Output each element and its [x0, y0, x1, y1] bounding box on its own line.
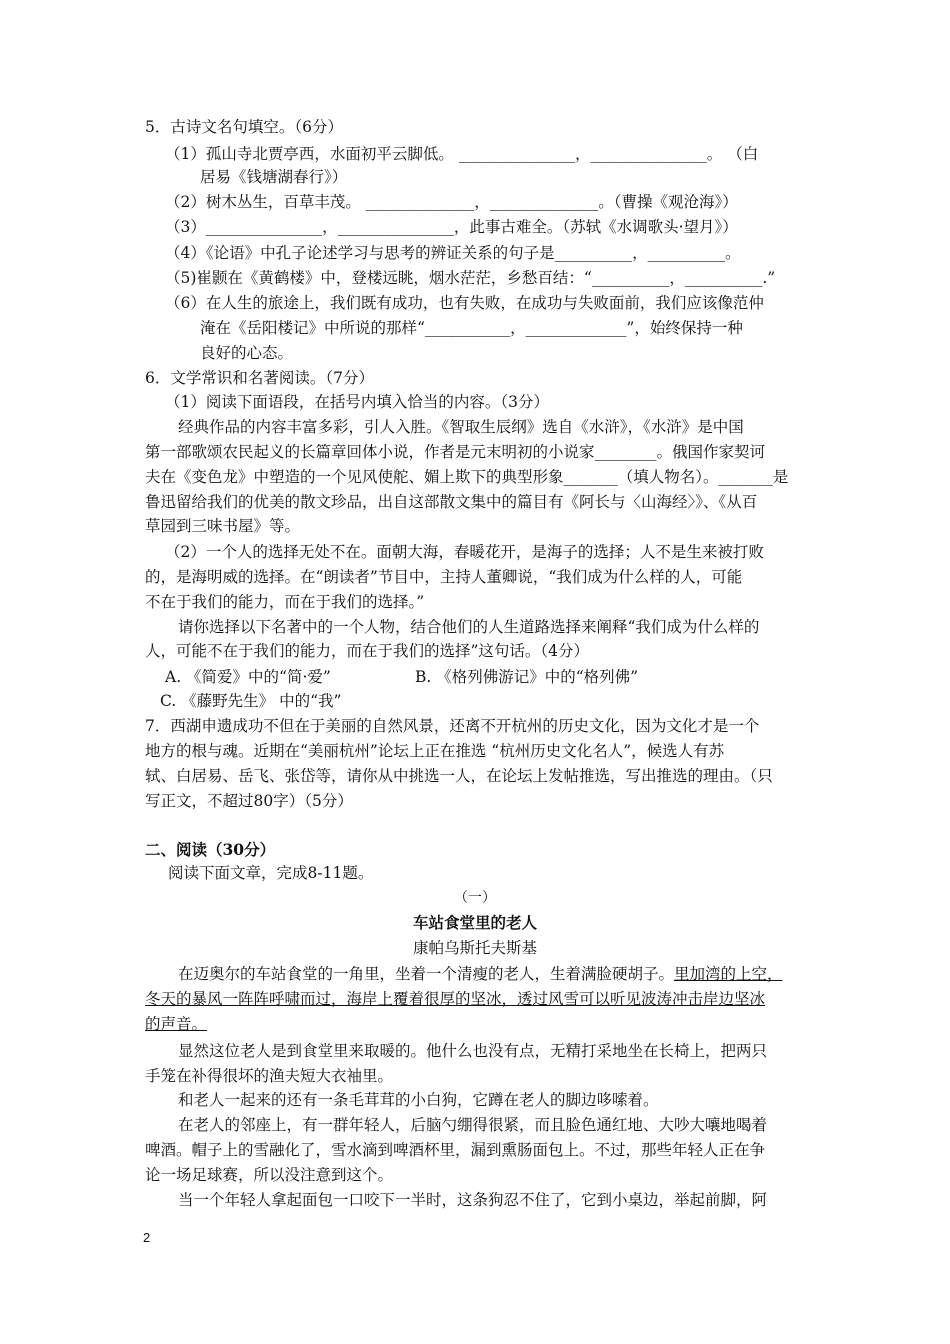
q6-paragraph-line: 草园到三味书屋》等。	[145, 517, 301, 535]
passage-line: 啤酒。帽子上的雪融化了，雪水滴到啤酒杯里，漏到熏肠面包上。不过，那些年轻人正在争	[145, 1141, 766, 1159]
passage-title: 车站食堂里的老人	[412, 914, 537, 932]
passage-line: 和老人一起来的还有一条毛茸茸的小白狗，它蹲在老人的脚边哆嗦着。	[178, 1091, 659, 1109]
underlined-text: 的声音。	[145, 1015, 208, 1033]
q6-title: 6．文学常识和名著阅读。（7分）	[145, 369, 374, 387]
section-heading: 二、阅读（30分）	[145, 840, 276, 859]
q6-paragraph-line: 夫在《变色龙》中塑造的一个见风使舵、媚上欺下的典型形象_______（填人物名）。_______是	[145, 468, 789, 486]
reading-instruction: 阅读下面文章，完成8-11题。	[168, 864, 374, 882]
q5-title: 5．古诗文名句填空。（6分）	[145, 118, 343, 136]
passage-part-label: （一）	[454, 890, 496, 906]
q5-item-2: （2）树木丛生，百草丰茂。 ______________，______________。（曹操《观沧海》）	[165, 193, 738, 211]
passage-text: 在迈奥尔的车站食堂的一角里，坐着一个清瘦的老人，生着满脸硬胡子。	[178, 965, 675, 983]
passage-line: 在老人的邻座上，有一群年轻人，后脑勺绷得很紧，而且脸色通红地、大吵大嚷地喝着	[178, 1116, 768, 1134]
q6-paragraph-line: 经典作品的内容丰富多彩，引人入胜。《智取生辰纲》选自《水浒》，《水浒》是中国	[178, 418, 744, 436]
q5-item-1-cont: 居易《钱塘湖春行》）	[200, 168, 348, 186]
passage-line	[178, 963, 783, 985]
q6-sub-2: （2）一个人的选择无处不在。面朝大海，春暖花开，是海子的选择；人不是生来被打败	[165, 543, 764, 561]
q6-option-b: B. 《格列佛游记》中的“格列佛”	[415, 668, 639, 686]
underlined-text: 里加湾的上空，	[674, 965, 783, 983]
q6-paragraph-line: 鲁迅留给我们的优美的散文珍品，出自这部散文集中的篇目有《阿长与〈山海经〉》、《从百	[145, 493, 758, 511]
passage-line: 论一场足球赛，所以没注意到这个。	[145, 1166, 394, 1184]
q5-item-6-cont2: 良好的心态。	[200, 344, 294, 362]
q6-paragraph-line: 第一部歌颂农民起义的长篇章回体小说，作者是元末明初的小说家________。俄国作家契诃	[145, 443, 766, 461]
q5-item-5: （5)崔颢在《黄鹤楼》中，登楼远眺，烟水茫茫，乡愁百结：“__________，__________.”	[165, 269, 776, 287]
q5-item-1: （1）孤山寺北贾亭西，水面初平云脚低。 _______________，_______________。 （白	[165, 145, 759, 163]
q7-line: 轼、白居易、岳飞、张岱等，请你从中挑选一人，在论坛上发帖推选，写出推选的理由。（只	[145, 767, 773, 785]
q6-sub-2-line: 请你选择以下名著中的一个人物，结合他们的人生道路选择来阐释“我们成为什么样的	[178, 618, 760, 636]
passage-author: 康帕乌斯托夫斯基	[412, 939, 537, 957]
q7-line: 写正文，不超过80字）（5分）	[145, 792, 353, 810]
passage-line: 当一个年轻人拿起面包一口咬下一半时，这条狗忍不住了，它到小桌边，举起前脚，阿	[178, 1191, 768, 1209]
q5-item-6-cont: 淹在《岳阳楼记》中所说的那样“___________，_____________”，始终保持一种	[200, 319, 743, 337]
q5-item-3: （3）_______________，_______________，此事古难全。（苏轼《水调歌头·望月》）	[165, 218, 738, 236]
q6-sub-2-line: 不在于我们的能力，而在于我们的选择。”	[145, 593, 425, 611]
q6-sub-2-line: 人，可能不在于我们的能力，而在于我们的选择”这句话。（4分）	[145, 642, 590, 660]
q7-line: 地方的根与魂。近期在“美丽杭州”论坛上正在推选 “杭州历史文化名人”，候选人有苏	[145, 742, 725, 760]
q6-option-c: C. 《藤野先生》 中的“我”	[160, 692, 342, 710]
q6-option-a: A. 《简爱》中的“简·爱”	[165, 668, 331, 686]
q6-sub-1: （1）阅读下面语段，在括号内填入恰当的内容。（3分）	[165, 393, 549, 411]
page-number: 2	[143, 1230, 151, 1245]
q7-line: 7．西湖申遗成功不但在于美丽的自然风景，还离不开杭州的历史文化，因为文化才是一个	[145, 717, 760, 735]
q5-item-4: （4）《论语》中孔子论述学习与思考的辨证关系的句子是__________，__________。	[165, 244, 741, 262]
q5-item-6: （6）在人生的旅途上，我们既有成功，也有失败，在成功与失败面前，我们应该像范仲	[165, 294, 764, 312]
underlined-text: 冬天的暴风一阵阵呼啸而过，海岸上覆着很厚的坚冰，透过风雪可以听见波涛冲击岸边坚冰	[145, 990, 766, 1008]
passage-line: 显然这位老人是到食堂里来取暖的。他什么也没有点，无精打采地坐在长椅上，把两只	[178, 1042, 768, 1060]
passage-line: 手笼在补得很坏的渔夫短大衣袖里。	[145, 1067, 394, 1085]
q6-sub-2-line: 的，是海明威的选择。在“朗读者”节目中，主持人董卿说，“我们成为什么样的人，可能	[145, 568, 743, 586]
